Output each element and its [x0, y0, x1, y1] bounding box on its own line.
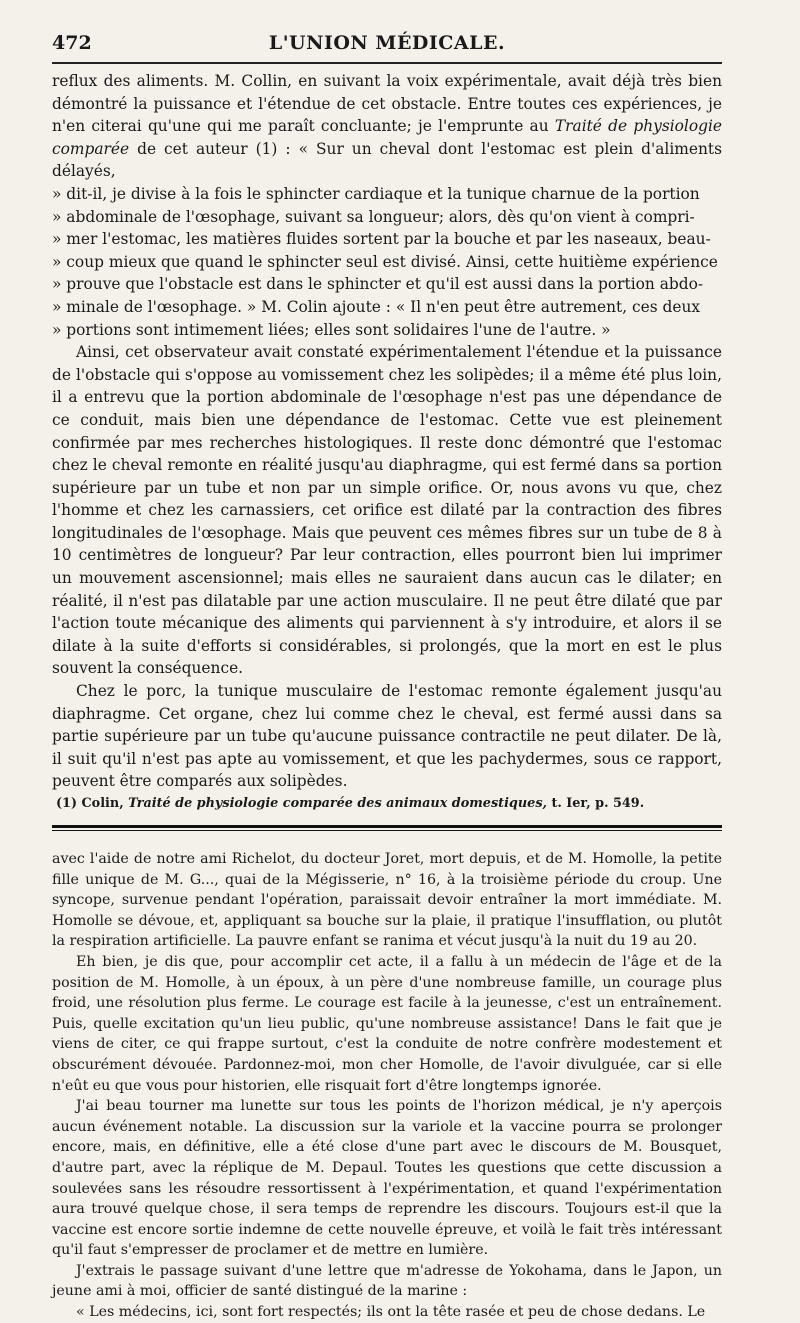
header-rule — [52, 62, 722, 64]
quote-line: » dit-il, je divise à la fois le sphincter cardiaque et la tunique charnue de la portion — [52, 184, 700, 203]
quote-line: » portions sont intimement liées; elles sont solidaires l'une de l'autre. » — [52, 320, 611, 339]
page-number: 472 — [52, 32, 92, 54]
quote-line: » coup mieux que quand le sphincter seul est divisé. Ainsi, cette huitième expérience — [52, 252, 718, 271]
page-header — [52, 28, 722, 62]
quote-line: » prouve que l'obstacle est dans le sphincter et qu'il est aussi dans la portion abdo- — [52, 275, 704, 294]
quote-line: » abdominale de l'œsophage, suivant sa longueur; alors, dès qu'on vient à compri- — [52, 207, 695, 226]
section-divider — [52, 825, 722, 831]
quote-line: » mer l'estomac, les matières fluides sortent par la bouche et par les naseaux, beau- — [52, 230, 711, 249]
paragraph: Eh bien, je dis que, pour accomplir cet acte, il a fallu à un médecin de l'âge et de la position de M. Homolle, à un époux, à un père d'une nombreuse famille, un courage plus froid, une résolution plus ferme. Le courage est facile à la jeunesse, c'est un entraînement. Puis, quelle excitation qu'un lieu public, qu'une nombreuse assistance! Dans le fait que je viens de citer, ce qui frappe surtout, c'est la conduite de notre confrère modestement et obscurément dévouée. Pardonnez-moi, mon cher Homolle, de l'avoir divulguée, car si elle n'eût eu que vous pour historien, elle risquait fort d'être longtemps ignorée. — [52, 953, 722, 1094]
paragraph: J'extrais le passage suivant d'une lettre que m'adresse de Yokohama, dans le Japon, un jeune ami à moi, officier de santé distingué de la marine : — [52, 1262, 722, 1300]
upper-article — [52, 70, 722, 815]
paragraph: reflux des aliments. M. Collin, en suivant la voix expérimentale, avait déjà très bien démontré la puissance et l'étendue de cet obstacle. Entre toutes ces expériences, je n'en citerai qu'une qui me paraît concluante; je l'emprunte au Traité de physiologie comparée de cet auteur (1) : « Sur un cheval dont l'estomac est plein d'aliments délayés, — [52, 72, 722, 181]
feuilleton-section — [52, 849, 722, 1323]
paragraph: « Les médecins, ici, sont fort respectés; ils ont la tête rasée et peu de chose dedans. Le — [76, 1304, 706, 1321]
paragraph: Ainsi, cet observateur avait constaté expérimentalement l'étendue et la puissance de l'obstacle qui s'oppose au vomissement chez les solipèdes; il a même été plus loin, il a entrevu que la portion abdominale de l'œsophage n'est pas une dépendance de ce conduit, mais bien une dépendance de l'estomac. Cette vue est pleinement confirmée par mes recherches histologiques. Il reste donc démontré que l'estomac chez le cheval remonte en réalité jusqu'au diaphragme, qui est fermé dans sa portion supérieure par un tube et non par un simple orifice. Or, nous avons vu que, chez l'homme et chez les carnassiers, cet orifice est dilaté par la contraction des fibres longitudinales de l'œsophage. Mais que peuvent ces mêmes fibres sur un tube de 8 à 10 centimètres de longueur? Par leur contraction, elles pourront bien lui imprimer un mouvement ascensionnel; mais elles ne sauraient dans aucun cas le dilater; en réalité, il n'est pas dilatable par une action musculaire. Il ne peut être dilaté que par l'action toute mécanique des aliments qui parviennent à s'y introduire, et alors il se dilate à la suite d'efforts si considérables, si prolongés, que la mort en est le plus souvent la conséquence. — [52, 343, 722, 678]
footnote: (1) Colin, Traité de physiologie comparée des animaux domestiques, t. Ier, p. 549. — [56, 796, 645, 811]
paragraph: J'ai beau tourner ma lunette sur tous les points de l'horizon médical, je n'y aperçois aucun événement notable. La discussion sur la variole et la vaccine pourra se prolonger encore, mais, en définitive, elle a été close d'une part avec le discours de M. Bousquet, d'autre part, avec la réplique de M. Depaul. Toutes les questions que cette discussion a soulevées sans les résoudre ressortissent à l'expérimentation, et quand l'expérimentation aura trouvé quelque chose, il sera temps de reprendre les discours. Toujours est-il que la vaccine est encore sortie indemne de cette nouvelle épreuve, et voilà le fait très intéressant qu'il faut s'empresser de proclamer et de mettre en lumière. — [52, 1098, 722, 1259]
paragraph: Chez le porc, la tunique musculaire de l'estomac remonte également jusqu'au diaphragme. Cet organe, chez lui comme chez le cheval, est fermé aussi dans sa partie supérieure par un tube qu'aucune puissance contractile ne peut dilater. De là, il suit qu'il n'est pas apte au vomissement, et que les pachydermes, sous ce rapport, peuvent être comparés aux solipèdes. — [52, 682, 722, 791]
running-title: L'UNION MÉDICALE. — [268, 32, 506, 54]
quote-line: » minale de l'œsophage. » M. Colin ajoute : « Il n'en peut être autrement, ces deux — [52, 297, 701, 316]
paragraph: avec l'aide de notre ami Richelot, du docteur Joret, mort depuis, et de M. Homolle, la petite fille unique de M. G..., quai de la Mégisserie, n° 16, à la troisième période du croup. Une syncope, survenue pendant l'opération, paraissait devoir entraîner la mort immédiate. M. Homolle se dévoue, et, appliquant sa bouche sur la plaie, il pratique l'insufflation, ou plutôt la respiration artificielle. La pauvre enfant se ranima et vécut jusqu'à la nuit du 19 au 20. — [52, 851, 722, 950]
